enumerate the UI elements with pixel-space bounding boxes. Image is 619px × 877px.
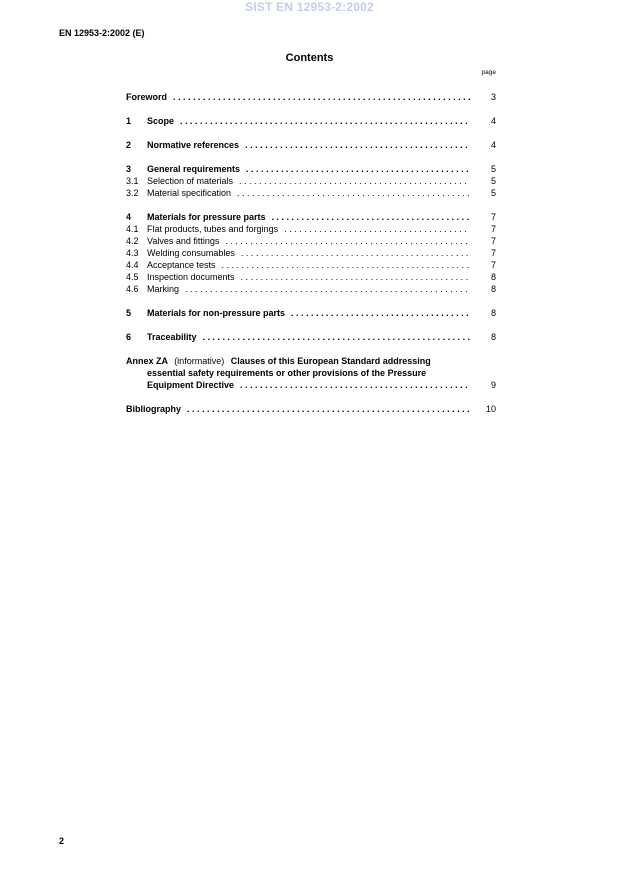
table-of-contents xyxy=(126,91,496,415)
toc-label: Traceability xyxy=(147,332,197,342)
toc-page: 5 xyxy=(490,176,496,186)
dot-leader xyxy=(185,283,470,295)
toc-number: 4 xyxy=(126,212,132,222)
toc-label: Welding consumables xyxy=(147,248,235,258)
dot-leader xyxy=(225,235,470,247)
dot-leader xyxy=(222,259,470,271)
toc-number: 4.2 xyxy=(126,236,139,246)
toc-entry-marking[interactable] xyxy=(126,283,496,295)
toc-number: 3 xyxy=(126,164,132,174)
toc-entry-annex-za[interactable] xyxy=(126,355,496,391)
toc-label: Marking xyxy=(147,284,180,294)
toc-number: 4.4 xyxy=(126,260,139,270)
page-title: Contents xyxy=(285,52,334,64)
dot-leader xyxy=(241,247,470,259)
annex-title-line-2: essential safety requirements or other provisions of the Pressure xyxy=(147,368,427,378)
toc-entry-traceability[interactable] xyxy=(126,331,496,343)
dot-leader xyxy=(246,163,470,175)
toc-label: Bibliography xyxy=(126,404,182,414)
toc-page: 7 xyxy=(490,260,496,270)
document-id: EN 12953-2:2002 (E) xyxy=(59,28,145,38)
toc-label: Acceptance tests xyxy=(147,260,216,270)
toc-page: 7 xyxy=(490,212,496,222)
toc-number: 1 xyxy=(126,116,132,126)
dot-leader xyxy=(180,115,470,127)
toc-label: Foreword xyxy=(126,92,168,102)
toc-page: 4 xyxy=(490,140,496,150)
toc-entry-inspection-documents[interactable] xyxy=(126,271,496,283)
annex-type: (informative) xyxy=(174,356,225,366)
toc-number: 5 xyxy=(126,308,132,318)
toc-entry-normative-references[interactable] xyxy=(126,139,496,151)
dot-leader xyxy=(272,211,470,223)
page-number: 2 xyxy=(59,836,65,846)
toc-page: 4 xyxy=(490,116,496,126)
toc-label: Normative references xyxy=(147,140,240,150)
toc-entry-flat-products[interactable] xyxy=(126,223,496,235)
toc-label: Materials for non-pressure parts xyxy=(147,308,286,318)
toc-page: 7 xyxy=(490,248,496,258)
toc-page: 10 xyxy=(485,404,496,414)
annex-title-line-1: Clauses of this European Standard addressing xyxy=(230,356,431,366)
toc-entry-bibliography[interactable] xyxy=(126,403,496,415)
dot-leader xyxy=(241,271,470,283)
toc-number: 6 xyxy=(126,332,132,342)
dot-leader xyxy=(203,331,470,343)
toc-page: 5 xyxy=(490,164,496,174)
dot-leader xyxy=(237,187,470,199)
dot-leader xyxy=(187,403,470,415)
dot-leader xyxy=(291,307,470,319)
dot-leader xyxy=(239,175,470,187)
toc-entry-welding-consumables[interactable] xyxy=(126,247,496,259)
toc-page: 8 xyxy=(490,284,496,294)
toc-page: 8 xyxy=(490,332,496,342)
toc-number: 4.1 xyxy=(126,224,139,234)
toc-number: 2 xyxy=(126,140,132,150)
toc-page: 7 xyxy=(490,224,496,234)
toc-number: 4.6 xyxy=(126,284,139,294)
toc-entry-materials-for-pressure-parts[interactable] xyxy=(126,211,496,223)
annex-title-line-3: Equipment Directive xyxy=(147,380,235,390)
toc-entry-general-requirements[interactable] xyxy=(126,163,496,175)
toc-number: 4.3 xyxy=(126,248,139,258)
toc-page: 7 xyxy=(490,236,496,246)
toc-entry-scope[interactable] xyxy=(126,115,496,127)
page-column-label: page xyxy=(481,69,496,76)
toc-page: 8 xyxy=(490,308,496,318)
dot-leader xyxy=(240,379,470,391)
toc-number: 3.2 xyxy=(126,188,139,198)
toc-entry-non-pressure-parts[interactable] xyxy=(126,307,496,319)
toc-number: 3.1 xyxy=(126,176,139,186)
toc-page: 9 xyxy=(490,380,496,390)
toc-entry-acceptance-tests[interactable] xyxy=(126,259,496,271)
toc-page: 3 xyxy=(490,92,496,102)
dot-leader xyxy=(245,139,470,151)
toc-entry-selection-of-materials[interactable] xyxy=(126,175,496,187)
toc-label: Valves and fittings xyxy=(147,236,220,246)
toc-label: Flat products, tubes and forgings xyxy=(147,224,279,234)
toc-entry-material-specification[interactable] xyxy=(126,187,496,199)
toc-entry-foreword[interactable] xyxy=(126,91,496,103)
toc-label: Material specification xyxy=(147,188,232,198)
dot-leader xyxy=(173,91,470,103)
toc-page: 8 xyxy=(490,272,496,282)
toc-label: Inspection documents xyxy=(147,272,235,282)
toc-label: Scope xyxy=(147,116,175,126)
dot-leader xyxy=(284,223,470,235)
annex-prefix: Annex ZA xyxy=(126,356,168,366)
toc-number: 4.5 xyxy=(126,272,139,282)
toc-label: Materials for pressure parts xyxy=(147,212,266,222)
toc-label: Selection of materials xyxy=(147,176,234,186)
toc-page: 5 xyxy=(490,188,496,198)
watermark: SIST EN 12953-2:2002 xyxy=(245,0,374,14)
toc-label: General requirements xyxy=(147,164,241,174)
toc-entry-valves-and-fittings[interactable] xyxy=(126,235,496,247)
